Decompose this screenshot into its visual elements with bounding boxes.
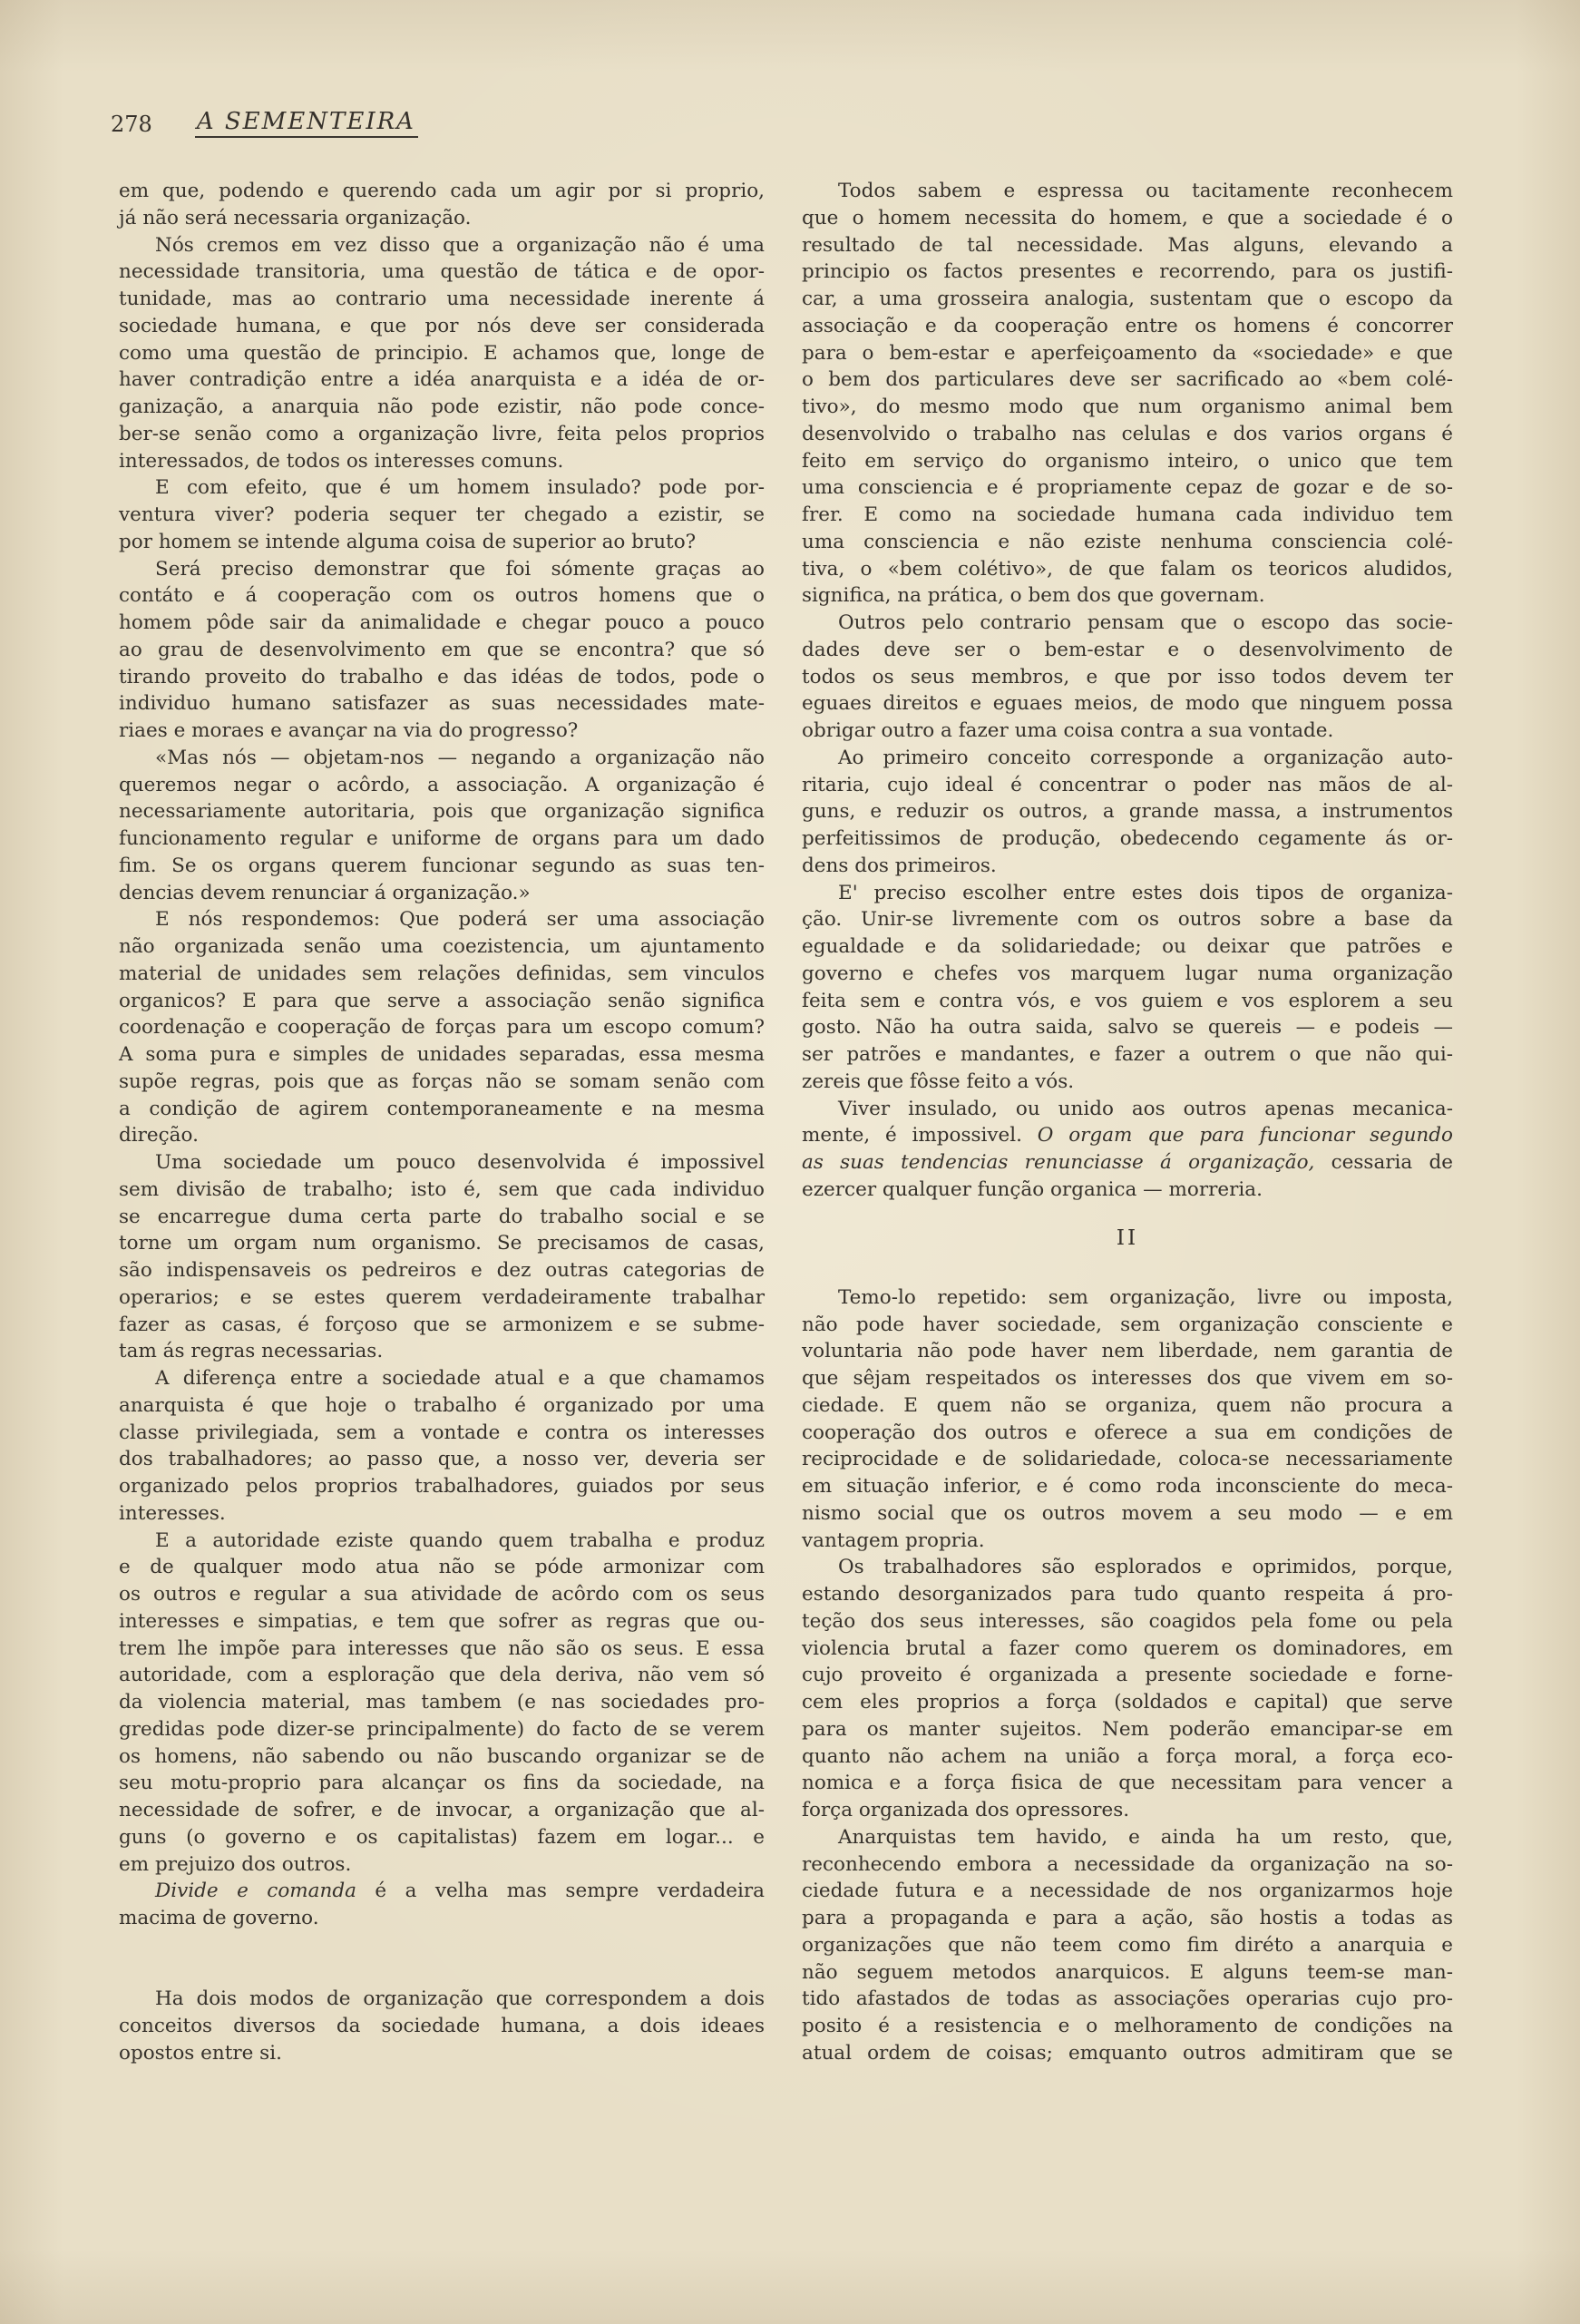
text-line: já não será necessaria organização. bbox=[119, 206, 472, 229]
text-line: dades deve ser o bem-estar e o desenvolvimento de bbox=[802, 638, 1453, 661]
text-line: funcionamento regular e uniforme de organs para um dado bbox=[119, 827, 765, 850]
text-line: se encarregue duma certa parte do trabalho social e se bbox=[119, 1205, 765, 1228]
text-line: interesses. bbox=[119, 1501, 226, 1525]
text-line: obrigar outro a fazer uma coisa contra a sua vontade. bbox=[802, 719, 1334, 742]
text-line: Anarquistas tem havido, e ainda ha um resto, que, bbox=[838, 1825, 1453, 1849]
text-line: os outros e regular a sua atividade de acôrdo com os seus bbox=[119, 1583, 765, 1606]
text-line: frer. E como na sociedade humana cada individuo tem bbox=[802, 503, 1453, 526]
text-line: direção. bbox=[119, 1124, 199, 1147]
text-line: fim. Se os organs querem funcionar segundo as suas ten- bbox=[119, 854, 765, 877]
text-line: teção dos seus interesses, são coagidos pela fome ou pela bbox=[802, 1609, 1453, 1633]
text-line: são indispensaveis os pedreiros e dez outras categorias de bbox=[119, 1259, 765, 1282]
text-line: ao grau de desenvolvimento em que se encontra? que só bbox=[119, 638, 765, 661]
text-line: tido afastados de todas as associações operarias cujo pro- bbox=[802, 1987, 1453, 2011]
text-line: nismo social que os outros movem a seu modo — e em bbox=[802, 1501, 1453, 1525]
paragraph bbox=[802, 880, 1453, 1096]
text-line: ritaria, cujo ideal é concentrar o poder nas mãos de al- bbox=[802, 773, 1453, 796]
paragraph bbox=[119, 1986, 765, 2066]
text-line: interessados, de todos os interesses comuns. bbox=[119, 449, 564, 473]
paragraph bbox=[802, 1824, 1453, 2067]
paragraph bbox=[119, 556, 765, 745]
text-line: por homem se intende alguma coisa de superior ao bruto? bbox=[119, 530, 697, 553]
emphasized-text: as suas tendencias renunciasse á organização, bbox=[802, 1151, 1315, 1174]
text-line: principio os factos presentes e recorrendo, para os justifi- bbox=[802, 260, 1453, 284]
text-line: quanto não achem na união a força moral, a força eco- bbox=[802, 1744, 1453, 1768]
paragraph bbox=[119, 232, 765, 475]
paragraph bbox=[119, 1149, 765, 1365]
text-line: necessidade transitoria, uma questão de tática e de opor- bbox=[119, 260, 765, 284]
text-line: tam ás regras necessarias. bbox=[119, 1340, 384, 1363]
text-line: zereis que fôsse feito a vós. bbox=[802, 1069, 1075, 1093]
text-line: organizações que não teem como fim diréto a anarquia e bbox=[802, 1933, 1453, 1957]
text-line: cooperação dos outros e oferece a sua em condições de bbox=[802, 1421, 1453, 1444]
right-column bbox=[802, 178, 1453, 2067]
text-line: desenvolvido o trabalho nas celulas e dos varios organs é bbox=[802, 422, 1453, 445]
paragraph bbox=[802, 745, 1453, 880]
text-line: organicos? E para que serve a associação senão significa bbox=[119, 989, 765, 1012]
text-line: guns (o governo e os capitalistas) fazem em logar... e bbox=[119, 1825, 765, 1849]
text-line: ciedade. E quem não se organiza, quem não procura a bbox=[802, 1393, 1453, 1417]
text-line: seu motu-proprio para alcançar os fins da sociedade, na bbox=[119, 1772, 765, 1795]
text-line: em prejuizo dos outros. bbox=[119, 1852, 352, 1876]
text-line: ciedade futura e a necessidade de nos organizarmos hoje bbox=[802, 1880, 1453, 1903]
text-line: riaes e moraes e avançar na via do progresso? bbox=[119, 719, 579, 742]
paragraph bbox=[802, 178, 1453, 610]
text-line: todos os seus membros, e que por isso todos devem ter bbox=[802, 665, 1453, 688]
text-line: para o bem-estar e aperfeiçoamento da «sociedade» e que bbox=[802, 341, 1453, 365]
paragraph bbox=[802, 1554, 1453, 1824]
paragraph bbox=[119, 1528, 765, 1879]
text-line: cem eles proprios a força (soldados e capital) que serve bbox=[802, 1691, 1453, 1714]
section-heading: II bbox=[1116, 1225, 1139, 1250]
text-line: dens dos primeiros. bbox=[802, 854, 997, 877]
text-line: E nós respondemos: Que poderá ser uma associação bbox=[155, 908, 765, 932]
paragraph bbox=[119, 745, 765, 907]
text-line: não organizada senão uma coezistencia, um ajuntamento bbox=[119, 935, 765, 958]
text-run: cessaria de bbox=[1314, 1151, 1453, 1174]
text-line: associação e da cooperação entre os homens é concorrer bbox=[802, 314, 1453, 337]
text-line: uma consciencia e não eziste nenhuma consciencia colé- bbox=[802, 530, 1453, 553]
text-line: E com efeito, que é um homem insulado? pode por- bbox=[155, 476, 765, 500]
text-run: mente, é impossivel. bbox=[802, 1124, 1038, 1147]
text-line: que sêjam respeitados os interesses dos que vivem em so- bbox=[802, 1367, 1453, 1390]
paragraph bbox=[119, 1365, 765, 1528]
text-line: Todos sabem e espressa ou tacitamente reconhecem bbox=[838, 180, 1453, 202]
text-line: «Mas nós — objetam-nos — negando a organização não bbox=[155, 746, 765, 769]
text-line: necessariamente autoritaria, pois que organização significa bbox=[119, 800, 765, 824]
text-line: significa, na prática, o bem dos que governam. bbox=[802, 584, 1265, 608]
text-line: ganização, a anarquia não pode ezistir, não pode conce- bbox=[119, 395, 765, 418]
paragraph bbox=[119, 474, 765, 555]
text-line: trem lhe impõe para interesses que não são os seus. E essa bbox=[119, 1636, 765, 1660]
text-line: homem pôde sair da animalidade e chegar pouco a pouco bbox=[119, 611, 765, 634]
text-line: eguaes direitos e eguaes meios, de modo que ninguem possa bbox=[802, 692, 1453, 716]
text-line: estando desorganizados para tudo quanto respeita á pro- bbox=[802, 1583, 1453, 1606]
text-line: tiva, o «bem colétivo», de que falam os teoricos aludidos, bbox=[802, 557, 1453, 581]
text-line: individuo humano satisfazer as suas necessidades mate- bbox=[119, 692, 765, 716]
running-title: A SEMENTEIRA bbox=[195, 108, 418, 138]
page-number: 278 bbox=[111, 112, 152, 137]
text-line: Temo-lo repetido: sem organização, livre ou imposta, bbox=[838, 1285, 1453, 1309]
text-line: queremos negar o acôrdo, a associação. A organização é bbox=[119, 773, 765, 796]
text-line: o bem dos particulares deve ser sacrificado ao «bem colé- bbox=[802, 368, 1453, 392]
text-line: E a autoridade eziste quando quem trabalha e produz bbox=[155, 1528, 765, 1552]
text-line: macima de governo. bbox=[119, 1907, 319, 1929]
text-line: ção. Unir-se livremente com os outros sobre a base da bbox=[802, 908, 1453, 932]
text-line: anarquista é que hoje o trabalho é organizado por uma bbox=[119, 1393, 765, 1417]
text-line: reconhecendo embora a necessidade da organização na so- bbox=[802, 1852, 1453, 1876]
text-line: vantagem propria. bbox=[802, 1528, 985, 1552]
paragraph bbox=[802, 610, 1453, 745]
left-column-body bbox=[119, 178, 765, 2067]
text-line: força organizada dos opressores. bbox=[802, 1799, 1130, 1821]
text-line: ventura viver? poderia sequer ter chegado a ezistir, se bbox=[119, 503, 765, 526]
paragraph bbox=[119, 178, 765, 232]
text-line: Outros pelo contrario pensam que o escopo das socie- bbox=[838, 611, 1453, 634]
text-line: sem divisão de trabalho; isto é, sem que cada individuo bbox=[119, 1177, 765, 1201]
text-line: Viver insulado, ou unido aos outros apenas mecanica- bbox=[838, 1097, 1453, 1120]
text-line: violencia brutal a fazer como querem os dominadores, em bbox=[802, 1636, 1453, 1660]
text-line: material de unidades sem relações definidas, sem vinculos bbox=[119, 962, 765, 985]
text-line: governo e chefes vos marquem lugar numa organização bbox=[802, 962, 1453, 985]
text-line: voluntaria não pode haver nem liberdade, nem garantia de bbox=[802, 1340, 1453, 1363]
text-line: da violencia material, mas tambem (e nas sociedades pro- bbox=[119, 1691, 765, 1714]
paragraph bbox=[802, 1284, 1453, 1555]
text-line: tunidade, mas ao contrario uma necessidade inerente á bbox=[119, 288, 765, 310]
text-line: conceitos diversos da sociedade humana, a dois ideaes bbox=[119, 2015, 765, 2037]
text-line: car, a uma grosseira analogia, sustentam que o escopo da bbox=[802, 288, 1453, 310]
text-line bbox=[802, 1122, 1453, 1149]
text-line: classe privilegiada, sem a vontade e contra os interesses bbox=[119, 1421, 765, 1444]
text-line: dos trabalhadores; ao passo que, a nosso ver, deveria ser bbox=[119, 1448, 765, 1471]
left-column bbox=[119, 178, 765, 2067]
text-line: A soma pura e simples de unidades separadas, essa mesma bbox=[119, 1043, 765, 1066]
text-line: contáto e á cooperação com os outros homens que o bbox=[119, 584, 765, 608]
text-line: autoridade, com a esploração que dela deriva, não vem só bbox=[119, 1664, 765, 1687]
right-column-body bbox=[802, 178, 1453, 1204]
text-line: Uma sociedade um pouco desenvolvida é impossivel bbox=[155, 1151, 765, 1174]
text-line: Ha dois modos de organização que correspondem a dois bbox=[155, 1987, 765, 2011]
text-line: interesses e simpatias, e tem que sofrer as regras que ou- bbox=[119, 1609, 765, 1633]
text-line: atual ordem de coisas; emquanto outros admitiram que se bbox=[802, 2041, 1453, 2065]
text-run: é a velha mas sempre verdadeira bbox=[356, 1880, 765, 1903]
text-line: torne um orgam num organismo. Se precisamos de casas, bbox=[119, 1232, 765, 1255]
section-body bbox=[802, 1284, 1453, 2067]
text-line: haver contradição entre a idéa anarquista e a idéa de or- bbox=[119, 368, 765, 392]
text-line: gredidas pode dizer-se principalmente) do facto de se verem bbox=[119, 1717, 765, 1741]
paragraph bbox=[119, 906, 765, 1149]
page-header bbox=[111, 107, 418, 138]
text-line: Será preciso demonstrar que foi sómente graças ao bbox=[155, 557, 765, 581]
emphasized-text: O orgam que para funcionar segundo bbox=[1037, 1124, 1453, 1147]
text-line: ezercer qualquer função organica — morreria. bbox=[802, 1177, 1263, 1201]
text-line: que o homem necessita do homem, e que a sociedade é o bbox=[802, 206, 1453, 229]
text-line: operarios; e se estes querem verdadeiramente trabalhar bbox=[119, 1285, 765, 1309]
text-line: nomica e a força fisica de que necessitam para vencer a bbox=[802, 1772, 1453, 1795]
text-line: cujo proveito é organizada a presente sociedade e forne- bbox=[802, 1664, 1453, 1687]
text-line: necessidade de sofrer, e de invocar, a organização que al- bbox=[119, 1799, 765, 1821]
text-line: feito em serviço do organismo inteiro, o unico que tem bbox=[802, 449, 1453, 473]
text-line: feita sem e contra vós, e vos guiem e vos esplorem a seu bbox=[802, 989, 1453, 1012]
text-line: egualdade e da solidariedade; ou deixar que patrões e bbox=[802, 935, 1453, 958]
text-line: Os trabalhadores são esplorados e oprimidos, porque, bbox=[838, 1556, 1453, 1579]
text-line: sociedade humana, e que por nós deve ser considerada bbox=[119, 314, 765, 337]
text-line: e de qualquer modo atua não se póde armonizar com bbox=[119, 1556, 765, 1579]
text-line: fazer as casas, é forçoso que se armonizem e se subme- bbox=[119, 1313, 765, 1336]
text-line: coordenação e cooperação de forças para um escopo comum? bbox=[119, 1016, 765, 1040]
text-line: opostos entre si. bbox=[119, 2041, 282, 2065]
text-line: como uma questão de principio. E achamos que, longe de bbox=[119, 341, 765, 365]
text-line: os homens, não sabendo ou não buscando organizar se de bbox=[119, 1744, 765, 1768]
text-line: organizado pelos proprios trabalhadores, guiados por seus bbox=[119, 1475, 765, 1498]
text-line: supõe regras, pois que as forças não se somam senão com bbox=[119, 1069, 765, 1093]
paragraph bbox=[802, 1096, 1453, 1204]
text-line bbox=[802, 1149, 1453, 1177]
paragraph bbox=[119, 1878, 765, 1932]
text-line: a condição de agirem contemporaneamente e na mesma bbox=[119, 1097, 765, 1120]
text-line: Ao primeiro conceito corresponde a organização auto- bbox=[838, 746, 1453, 769]
text-line: dencias devem renunciar á organização.» bbox=[119, 881, 531, 904]
text-line: reciprocidade e de solidariedade, coloca-se necessariamente bbox=[802, 1448, 1453, 1471]
text-line: para a propaganda e para a ação, são hostis a todas as bbox=[802, 1907, 1453, 1929]
text-line: não seguem metodos anarquicos. E alguns teem-se man- bbox=[802, 1960, 1453, 1984]
emphasized-text: Divide e comanda bbox=[155, 1880, 356, 1903]
text-line: não pode haver sociedade, sem organização consciente e bbox=[802, 1313, 1453, 1336]
text-line: resultado de tal necessidade. Mas alguns, elevando a bbox=[802, 233, 1453, 257]
text-line: A diferença entre a sociedade atual e a que chamamos bbox=[155, 1367, 765, 1390]
text-line: perfeitissimos de produção, obedecendo cegamente ás or- bbox=[802, 827, 1453, 850]
text-line: ber-se senão como a organização livre, feita pelos proprios bbox=[119, 422, 765, 445]
text-line: em que, podendo e querendo cada um agir por si proprio, bbox=[119, 180, 765, 202]
text-line: posito é a resistencia e o melhoramento de condições na bbox=[802, 2015, 1453, 2037]
text-line: Nós cremos em vez disso que a organização não é uma bbox=[155, 233, 765, 257]
text-line: em situação inferior, e é como roda inconsciente do meca- bbox=[802, 1475, 1453, 1498]
text-line: gosto. Não ha outra saida, salvo se quereis — e podeis — bbox=[802, 1016, 1453, 1040]
text-line: tirando proveito do trabalho e das idéas de todos, pode o bbox=[119, 665, 765, 688]
text-line: guns, e reduzir os outros, a grande massa, a instrumentos bbox=[802, 800, 1453, 824]
text-line: tivo», do mesmo modo que num organismo animal bem bbox=[802, 395, 1453, 418]
text-line: uma consciencia e é propriamente cepaz de gozar e de so- bbox=[802, 476, 1453, 500]
text-line bbox=[119, 1878, 765, 1905]
text-line: para os manter sujeitos. Nem poderão emancipar-se em bbox=[802, 1717, 1453, 1741]
text-line: ser patrões e mandantes, e fazer a outrem o que não qui- bbox=[802, 1043, 1453, 1066]
text-line: E' preciso escolher entre estes dois tipos de organiza- bbox=[838, 881, 1453, 904]
